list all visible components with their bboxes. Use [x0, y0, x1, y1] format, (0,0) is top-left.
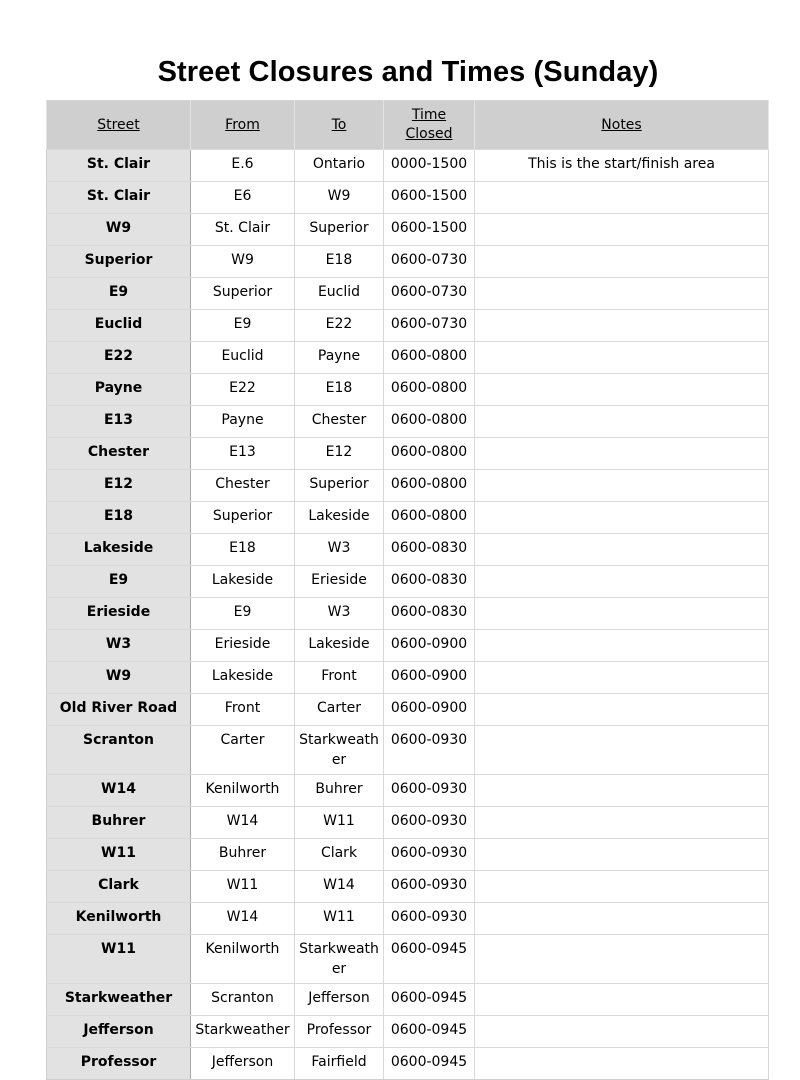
to-cell: Professor — [295, 1016, 384, 1048]
to-cell: Front — [295, 662, 384, 694]
table-row — [47, 374, 769, 406]
notes-cell — [475, 935, 769, 984]
street-cell: W3 — [47, 630, 191, 662]
notes-cell — [475, 246, 769, 278]
time-closed-cell: 0600-0730 — [384, 310, 475, 342]
time-closed-cell: 0600-0730 — [384, 246, 475, 278]
table-row — [47, 278, 769, 310]
table-row — [47, 807, 769, 839]
from-cell: Jefferson — [191, 1048, 295, 1080]
from-cell: E18 — [191, 534, 295, 566]
to-cell: Starkweather — [295, 935, 384, 984]
to-cell: Lakeside — [295, 502, 384, 534]
table-row — [47, 214, 769, 246]
time-closed-cell: 0600-0830 — [384, 534, 475, 566]
notes-cell — [475, 903, 769, 935]
column-header-to: To — [295, 101, 384, 150]
page-title: Street Closures and Times (Sunday) — [157, 56, 659, 88]
from-cell: Euclid — [191, 342, 295, 374]
notes-cell — [475, 662, 769, 694]
table-row — [47, 310, 769, 342]
notes-cell — [475, 839, 769, 871]
from-cell: Lakeside — [191, 662, 295, 694]
notes-cell — [475, 984, 769, 1016]
from-cell: Erieside — [191, 630, 295, 662]
table-row — [47, 630, 769, 662]
to-cell: E18 — [295, 246, 384, 278]
from-cell: Starkweather — [191, 1016, 295, 1048]
notes-cell — [475, 502, 769, 534]
notes-cell — [475, 342, 769, 374]
notes-cell — [475, 726, 769, 775]
street-cell: E22 — [47, 342, 191, 374]
from-cell: E22 — [191, 374, 295, 406]
time-closed-cell: 0600-0945 — [384, 1016, 475, 1048]
time-closed-cell: 0600-0930 — [384, 726, 475, 775]
column-header-notes: Notes — [475, 101, 769, 150]
table-row — [47, 726, 769, 775]
street-cell: Chester — [47, 438, 191, 470]
from-cell: W14 — [191, 903, 295, 935]
to-cell: W11 — [295, 903, 384, 935]
time-closed-cell: 0600-0930 — [384, 839, 475, 871]
street-cell: Euclid — [47, 310, 191, 342]
notes-cell — [475, 598, 769, 630]
street-cell: Payne — [47, 374, 191, 406]
time-closed-cell: 0600-0800 — [384, 342, 475, 374]
from-cell: Lakeside — [191, 566, 295, 598]
notes-cell — [475, 1048, 769, 1080]
to-cell: Buhrer — [295, 775, 384, 807]
time-closed-cell: 0600-0900 — [384, 662, 475, 694]
from-cell: E9 — [191, 598, 295, 630]
notes-cell — [475, 694, 769, 726]
street-cell: Kenilworth — [47, 903, 191, 935]
notes-cell: This is the start/finish area — [475, 150, 769, 182]
table-row — [47, 534, 769, 566]
street-cell: W9 — [47, 662, 191, 694]
table-row — [47, 903, 769, 935]
from-cell: Kenilworth — [191, 935, 295, 984]
notes-cell — [475, 566, 769, 598]
closures-table — [46, 100, 769, 1080]
time-closed-cell: 0600-0945 — [384, 984, 475, 1016]
street-cell: E12 — [47, 470, 191, 502]
to-cell: W11 — [295, 807, 384, 839]
street-cell: E18 — [47, 502, 191, 534]
table-body — [47, 150, 769, 1080]
time-closed-cell: 0600-0900 — [384, 630, 475, 662]
from-cell: Superior — [191, 502, 295, 534]
street-cell: Starkweather — [47, 984, 191, 1016]
column-header-time-closed — [384, 101, 475, 150]
table-row — [47, 502, 769, 534]
from-cell: Kenilworth — [191, 775, 295, 807]
to-cell: Erieside — [295, 566, 384, 598]
table-row — [47, 984, 769, 1016]
notes-cell — [475, 214, 769, 246]
to-cell: Clark — [295, 839, 384, 871]
notes-cell — [475, 406, 769, 438]
time-closed-cell: 0600-0930 — [384, 807, 475, 839]
to-cell: Euclid — [295, 278, 384, 310]
from-cell: E9 — [191, 310, 295, 342]
to-cell: E18 — [295, 374, 384, 406]
header-row — [47, 101, 769, 150]
street-cell: E9 — [47, 566, 191, 598]
notes-cell — [475, 871, 769, 903]
time-closed-cell: 0600-0930 — [384, 903, 475, 935]
from-cell: Chester — [191, 470, 295, 502]
table-row — [47, 566, 769, 598]
notes-cell — [475, 182, 769, 214]
table-row — [47, 438, 769, 470]
from-cell: Payne — [191, 406, 295, 438]
from-cell: W9 — [191, 246, 295, 278]
notes-cell — [475, 310, 769, 342]
from-cell: E.6 — [191, 150, 295, 182]
time-closed-cell: 0600-0830 — [384, 598, 475, 630]
column-header-street: Street — [47, 101, 191, 150]
from-cell: St. Clair — [191, 214, 295, 246]
to-cell: Payne — [295, 342, 384, 374]
table-row — [47, 1048, 769, 1080]
time-closed-cell: 0600-0945 — [384, 935, 475, 984]
from-cell: Scranton — [191, 984, 295, 1016]
table-row — [47, 598, 769, 630]
street-cell: Erieside — [47, 598, 191, 630]
table-row — [47, 839, 769, 871]
street-cell: E13 — [47, 406, 191, 438]
to-cell: Chester — [295, 406, 384, 438]
notes-cell — [475, 374, 769, 406]
street-cell: St. Clair — [47, 182, 191, 214]
notes-cell — [475, 278, 769, 310]
time-closed-cell: 0600-0800 — [384, 438, 475, 470]
time-closed-cell: 0600-0800 — [384, 470, 475, 502]
to-cell: W3 — [295, 534, 384, 566]
to-cell: Starkweather — [295, 726, 384, 775]
table-row — [47, 150, 769, 182]
notes-cell — [475, 438, 769, 470]
street-cell: Clark — [47, 871, 191, 903]
column-header-from: From — [191, 101, 295, 150]
to-cell: Superior — [295, 214, 384, 246]
street-cell: Professor — [47, 1048, 191, 1080]
to-cell: Lakeside — [295, 630, 384, 662]
table-row — [47, 1016, 769, 1048]
street-cell: Jefferson — [47, 1016, 191, 1048]
time-closed-cell: 0600-0930 — [384, 871, 475, 903]
notes-cell — [475, 775, 769, 807]
street-cell: Buhrer — [47, 807, 191, 839]
notes-cell — [475, 807, 769, 839]
time-closed-cell: 0000-1500 — [384, 150, 475, 182]
table-row — [47, 246, 769, 278]
from-cell: W11 — [191, 871, 295, 903]
street-cell: W11 — [47, 839, 191, 871]
street-cell: E9 — [47, 278, 191, 310]
time-closed-cell: 0600-0830 — [384, 566, 475, 598]
to-cell: Fairfield — [295, 1048, 384, 1080]
to-cell: E12 — [295, 438, 384, 470]
street-cell: St. Clair — [47, 150, 191, 182]
time-closed-cell: 0600-1500 — [384, 214, 475, 246]
notes-cell — [475, 1016, 769, 1048]
table-row — [47, 342, 769, 374]
to-cell: W3 — [295, 598, 384, 630]
from-cell: Carter — [191, 726, 295, 775]
time-closed-cell: 0600-0945 — [384, 1048, 475, 1080]
street-cell: Scranton — [47, 726, 191, 775]
table-row — [47, 935, 769, 984]
table-row — [47, 182, 769, 214]
street-cell: W11 — [47, 935, 191, 984]
notes-cell — [475, 630, 769, 662]
to-cell: W9 — [295, 182, 384, 214]
to-cell: W14 — [295, 871, 384, 903]
from-cell: W14 — [191, 807, 295, 839]
street-cell: W9 — [47, 214, 191, 246]
to-cell: Superior — [295, 470, 384, 502]
notes-cell — [475, 534, 769, 566]
table-row — [47, 406, 769, 438]
table-row — [47, 775, 769, 807]
to-cell: E22 — [295, 310, 384, 342]
from-cell: E13 — [191, 438, 295, 470]
street-cell: Superior — [47, 246, 191, 278]
from-cell: Front — [191, 694, 295, 726]
column-header-time-line2: Closed — [405, 126, 453, 142]
from-cell: Buhrer — [191, 839, 295, 871]
to-cell: Jefferson — [295, 984, 384, 1016]
time-closed-cell: 0600-0730 — [384, 278, 475, 310]
table-row — [47, 470, 769, 502]
street-cell: W14 — [47, 775, 191, 807]
to-cell: Ontario — [295, 150, 384, 182]
column-header-time-line1: Time — [411, 107, 447, 123]
time-closed-cell: 0600-0800 — [384, 406, 475, 438]
time-closed-cell: 0600-0900 — [384, 694, 475, 726]
to-cell: Carter — [295, 694, 384, 726]
street-cell: Lakeside — [47, 534, 191, 566]
street-cell: Old River Road — [47, 694, 191, 726]
from-cell: Superior — [191, 278, 295, 310]
time-closed-cell: 0600-0800 — [384, 374, 475, 406]
from-cell: E6 — [191, 182, 295, 214]
table-row — [47, 871, 769, 903]
table-row — [47, 662, 769, 694]
time-closed-cell: 0600-0930 — [384, 775, 475, 807]
time-closed-cell: 0600-1500 — [384, 182, 475, 214]
table-row — [47, 694, 769, 726]
time-closed-cell: 0600-0800 — [384, 502, 475, 534]
notes-cell — [475, 470, 769, 502]
